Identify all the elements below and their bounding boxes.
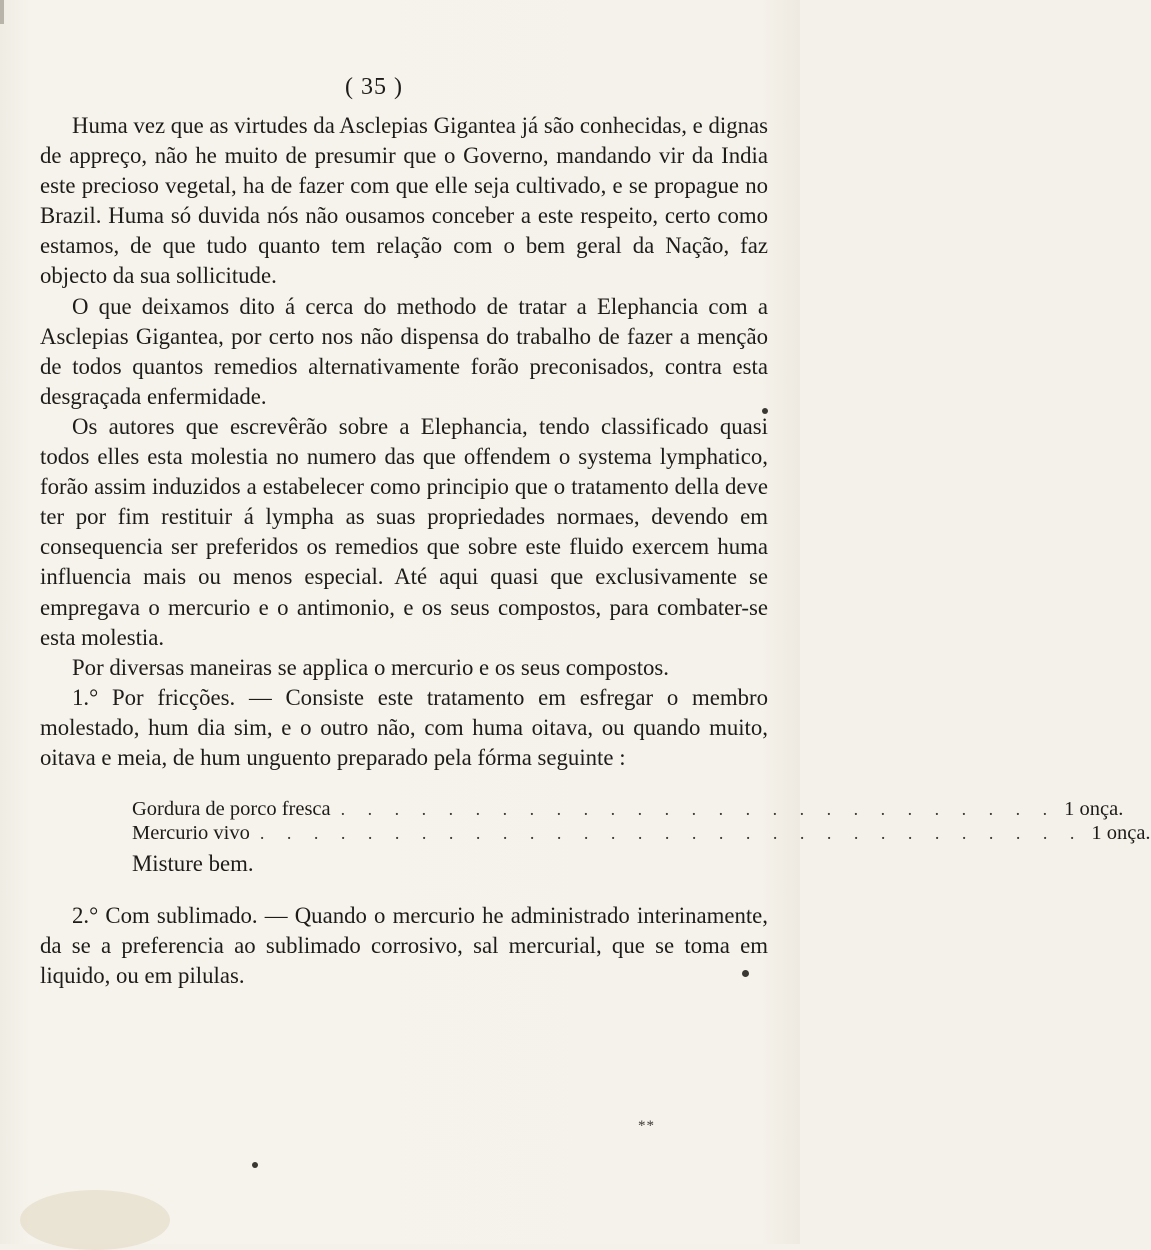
page-edge-mark — [0, 0, 4, 24]
ink-blot — [762, 408, 768, 414]
paragraph-3: Os autores que escrevêrão sobre a Elephancia, tendo classificado quasi todos elles esta molestia no numero das que offendem o systema lymphatico, forão assim induzidos a estabelecer como principio que o tratamento della deve ter por fim restituir á lympha as suas propriedades normaes, devendo em consequencia ser preferidos os remedios que sobre este fluido exercem huma influencia mais ou menos especial. Até aqui quasi que exclusivamente se empregava o mercurio e o antimonio, e os seus compostos, para combater-se esta molestia. — [40, 413, 768, 650]
recipe-quantity: 1 onça. — [1064, 798, 1124, 821]
recipe-quantity: 1 onça. — [1091, 822, 1151, 845]
page-number-header: ( 35 ) — [345, 74, 403, 100]
recipe-ingredient: Mercurio vivo — [132, 822, 250, 845]
recipe-instruction: Misture bem. — [132, 851, 254, 877]
recipe-row — [132, 797, 1124, 821]
catchword: ** — [638, 1118, 655, 1134]
dot-leader: . . . . . . . . . . . . . . . . . . . . . . . . . . . . . . . — [259, 823, 1084, 844]
dot-leader: . . . . . . . . . . . . . . . . . . . . . . . . . . . — [340, 799, 1057, 820]
paragraph-6: 2.° Com sublimado. — Quando o mercurio he administrado interinamente, da se a preferencia ao sublimado corrosivo, sal mercurial, que se toma em liquido, ou em pilulas. — [40, 903, 768, 989]
recipe-ingredient: Gordura de porco fresca — [132, 798, 331, 821]
paragraph-2: O que deixamos dito á cerca do methodo de tratar a Elephancia com a Asclepias Gigantea, por certo nos não dispensa do trabalho de fazer a menção de todos quantos remedios alternativamente forão preconisados, contra esta desgraçada enfermidade. — [40, 293, 768, 409]
ink-blot — [252, 1162, 258, 1168]
recipe-row — [132, 821, 1151, 845]
paragraph-5: 1.° Por fricções. — Consiste este tratamento em esfregar o membro molestado, hum dia sim, e o outro não, com huma oitava, ou quando muito, oitava e meia, de hum unguento preparado pela fórma seguinte : — [40, 684, 768, 770]
paper-stain — [20, 1190, 170, 1250]
recipe-list — [132, 797, 1151, 845]
ink-blot — [742, 970, 749, 977]
paragraph-1: Huma vez que as virtudes da Asclepias Gigantea já são conhecidas, e dignas de appreço, não he muito de presumir que o Governo, mandando vir da India este precioso vegetal, ha de fazer com que elle seja cultivado, e se propague no Brazil. Huma só duvida nós não ousamos conceber a este respeito, certo como estamos, de que tudo quanto tem relação com o bem geral da Nação, faz objecto da sua sollicitude. — [40, 113, 768, 289]
paragraph-4: Por diversas maneiras se applica o mercurio e os seus compostos. — [72, 654, 670, 680]
